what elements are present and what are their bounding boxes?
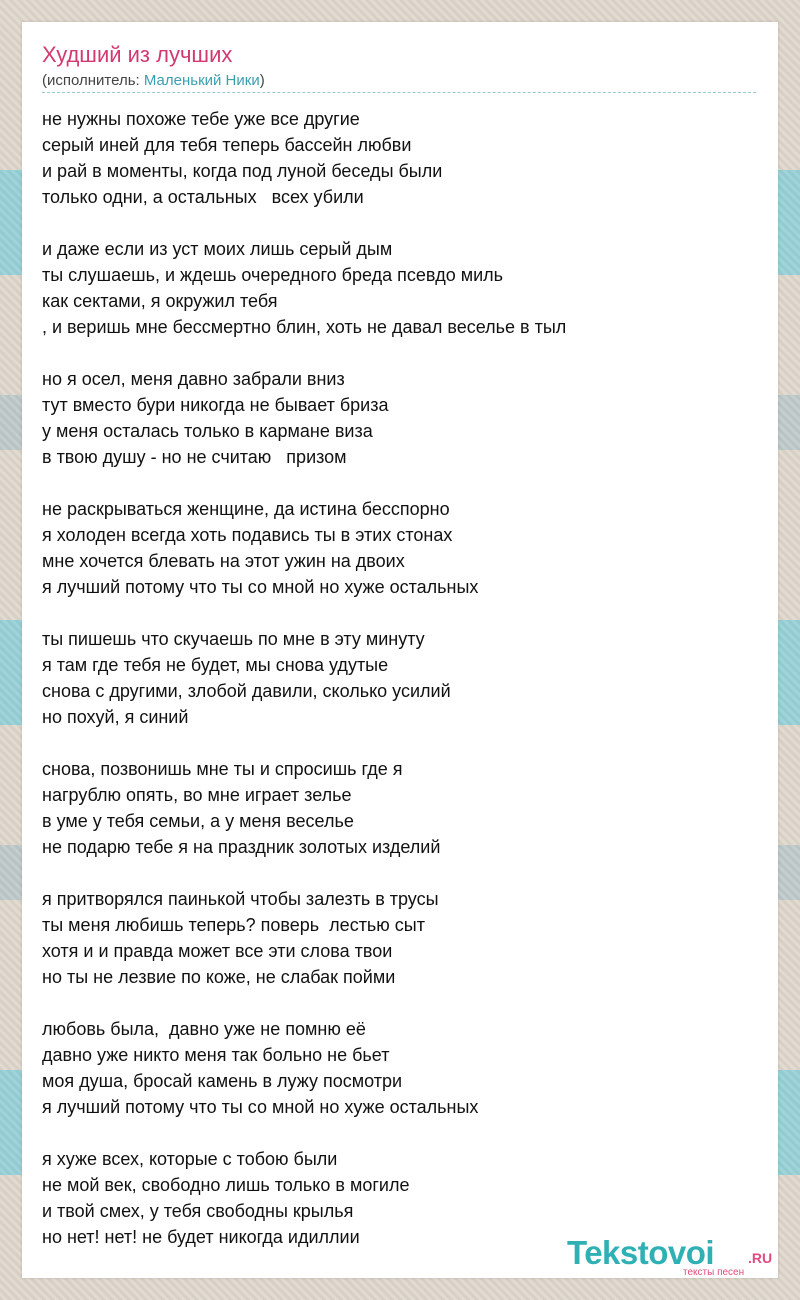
lyric-line: ты слушаешь, и ждешь очередного бреда псевдо миль	[42, 265, 504, 285]
stanza-gap	[42, 730, 762, 756]
logo-tld: .RU	[748, 1250, 773, 1266]
stanza-gap	[42, 990, 762, 1016]
lyric-line: давно уже никто меня так больно не бьет	[42, 1045, 390, 1065]
lyric-line: я хуже всех, которые с тобою были	[42, 1149, 338, 1169]
title-divider	[42, 92, 756, 93]
stanza-gap	[42, 1120, 762, 1146]
stanza	[42, 756, 762, 860]
stanza	[42, 496, 762, 600]
stanza-gap	[42, 470, 762, 496]
lyric-line: я притворялся паинькой чтобы залезть в трусы	[42, 889, 439, 909]
lyric-line: как сектами, я окружил тебя	[42, 291, 278, 311]
lyric-line: тут вместо бури никогда не бывает бриза	[42, 395, 389, 415]
lyric-line: но ты не лезвие по коже, не слабак пойми	[42, 967, 396, 987]
song-title: Худший из лучших	[42, 42, 233, 67]
lyric-line: не мой век, свободно лишь только в могиле	[42, 1175, 410, 1195]
lyrics-body	[42, 106, 762, 1250]
lyric-line: хотя и и правда может все эти слова твои	[42, 941, 393, 961]
lyrics-card	[22, 22, 778, 1278]
lyric-line: я лучший потому что ты со мной но хуже остальных	[42, 1097, 479, 1117]
stanza	[42, 626, 762, 730]
stanza	[42, 366, 762, 470]
lyric-line: серый иней для тебя теперь бассейн любви	[42, 135, 412, 155]
lyric-line: я лучший потому что ты со мной но хуже остальных	[42, 577, 479, 597]
lyric-line: но похуй, я синий	[42, 707, 189, 727]
stanza-gap	[42, 340, 762, 366]
stanza-gap	[42, 860, 762, 886]
artist-link[interactable]: Маленький Ники	[143, 72, 260, 89]
lyric-line: снова с другими, злобой давили, сколько усилий	[42, 681, 451, 701]
artist-suffix: )	[259, 72, 265, 89]
stanza-gap	[42, 600, 762, 626]
lyric-line: я холоден всегда хоть подавись ты в этих стонах	[42, 525, 453, 545]
lyric-line: и рай в моменты, когда под луной беседы были	[42, 161, 443, 181]
lyric-line: и даже если из уст моих лишь серый дым	[42, 239, 393, 259]
logo-name: Tekstovoi	[567, 1234, 715, 1271]
lyric-line: у меня осталась только в кармане виза	[42, 421, 373, 441]
lyric-line: не нужны похоже тебе уже все другие	[42, 109, 360, 129]
site-logo[interactable]	[567, 1234, 777, 1279]
lyric-line: ты меня любишь теперь? поверь лестью сыт	[42, 915, 425, 935]
stanza	[42, 886, 762, 990]
lyric-line: но я осел, меня давно забрали вниз	[42, 369, 345, 389]
stanza	[42, 236, 762, 340]
logo-tagline: тексты песен	[683, 1267, 745, 1278]
lyric-line: только одни, а остальных всех убили	[42, 187, 364, 207]
stanza-gap	[42, 210, 762, 236]
artist-prefix: (исполнитель:	[42, 72, 144, 89]
lyric-line: в уме у тебя семьи, а у меня веселье	[42, 811, 354, 831]
lyric-line: моя душа, бросай камень в лужу посмотри	[42, 1071, 403, 1091]
lyric-line: нагрублю опять, во мне играет зелье	[42, 785, 352, 805]
stanza	[42, 1016, 762, 1120]
lyric-line: я там где тебя не будет, мы снова удутые	[42, 655, 389, 675]
lyric-line: и твой смех, у тебя свободны крылья	[42, 1201, 354, 1221]
lyric-line: , и веришь мне бессмертно блин, хоть не давал веселье в тыл	[42, 317, 567, 337]
lyric-line: в твою душу - но не считаю призом	[42, 447, 347, 467]
lyric-line: мне хочется блевать на этот ужин на двоих	[42, 551, 405, 571]
lyric-line: не раскрываться женщине, да истина бесспорно	[42, 499, 450, 519]
lyric-line: ты пишешь что скучаешь по мне в эту минуту	[42, 629, 425, 649]
artist-line	[42, 72, 265, 89]
lyric-line: любовь была, давно уже не помню её	[42, 1019, 366, 1039]
stanza	[42, 106, 762, 210]
lyric-line: не подарю тебе я на праздник золотых изделий	[42, 837, 441, 857]
lyric-line: снова, позвонишь мне ты и спросишь где я	[42, 759, 403, 779]
lyric-line: но нет! нет! не будет никогда идиллии	[42, 1227, 360, 1247]
